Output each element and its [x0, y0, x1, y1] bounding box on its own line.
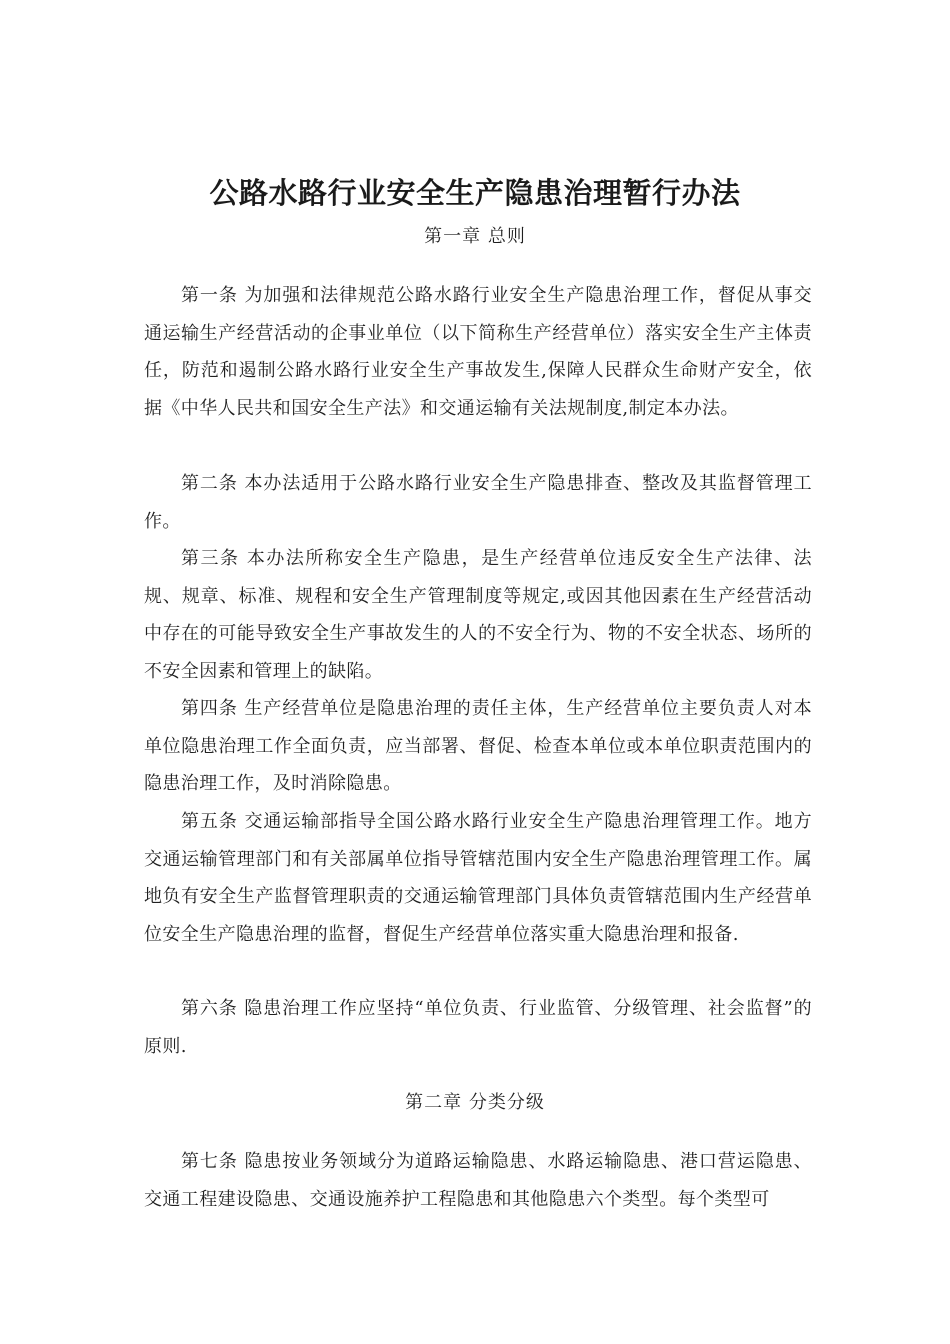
document-title: 公路水路行业安全生产隐患治理暂行办法	[209, 176, 741, 211]
chapter-heading-1: 第一章 总则	[424, 226, 526, 247]
article-5: 第五条 交通运输部指导全国公路水路行业安全生产隐患治理管理工作。地方交通运输管理部门和有关部属单位指导管辖范围内安全生产隐患治理管理工作。属地负有安全生产监督管理职责的交通运输管理部门具体负责管辖范围内生产经营单位安全生产隐患治理的监督，督促生产经营单位落实重大隐患治理和报备.	[144, 811, 812, 945]
article-6: 第六条 隐患治理工作应坚持“单位负责、行业监管、分级管理、社会监督”的原则.	[144, 998, 812, 1057]
article-2: 第二条 本办法适用于公路水路行业安全生产隐患排查、整改及其监督管理工作。	[144, 473, 812, 532]
article-4: 第四条 生产经营单位是隐患治理的责任主体，生产经营单位主要负责人对本单位隐患治理工作全面负责，应当部署、督促、检查本单位或本单位职责范围内的隐患治理工作，及时消除隐患。	[144, 698, 812, 794]
article-7: 第七条 隐患按业务领域分为道路运输隐患、水路运输隐患、港口营运隐患、交通工程建设隐患、交通设施养护工程隐患和其他隐患六个类型。每个类型可	[144, 1151, 812, 1210]
article-1: 第一条 为加强和法律规范公路水路行业安全生产隐患治理工作，督促从事交通运输生产经营活动的企事业单位（以下简称生产经营单位）落实安全生产主体责任，防范和遏制公路水路行业安全生产事故发生,保障人民群众生命财产安全，依据《中华人民共和国安全生产法》和交通运输有关法规制度,制定本办法。	[144, 285, 812, 419]
article-3: 第三条 本办法所称安全生产隐患，是生产经营单位违反安全生产法律、法规、规章、标准、规程和安全生产管理制度等规定,或因其他因素在生产经营活动中存在的可能导致安全生产事故发生的人的不安全行为、物的不安全状态、场所的不安全因素和管理上的缺陷。	[144, 548, 812, 682]
chapter-heading-2: 第二章 分类分级	[405, 1092, 545, 1113]
